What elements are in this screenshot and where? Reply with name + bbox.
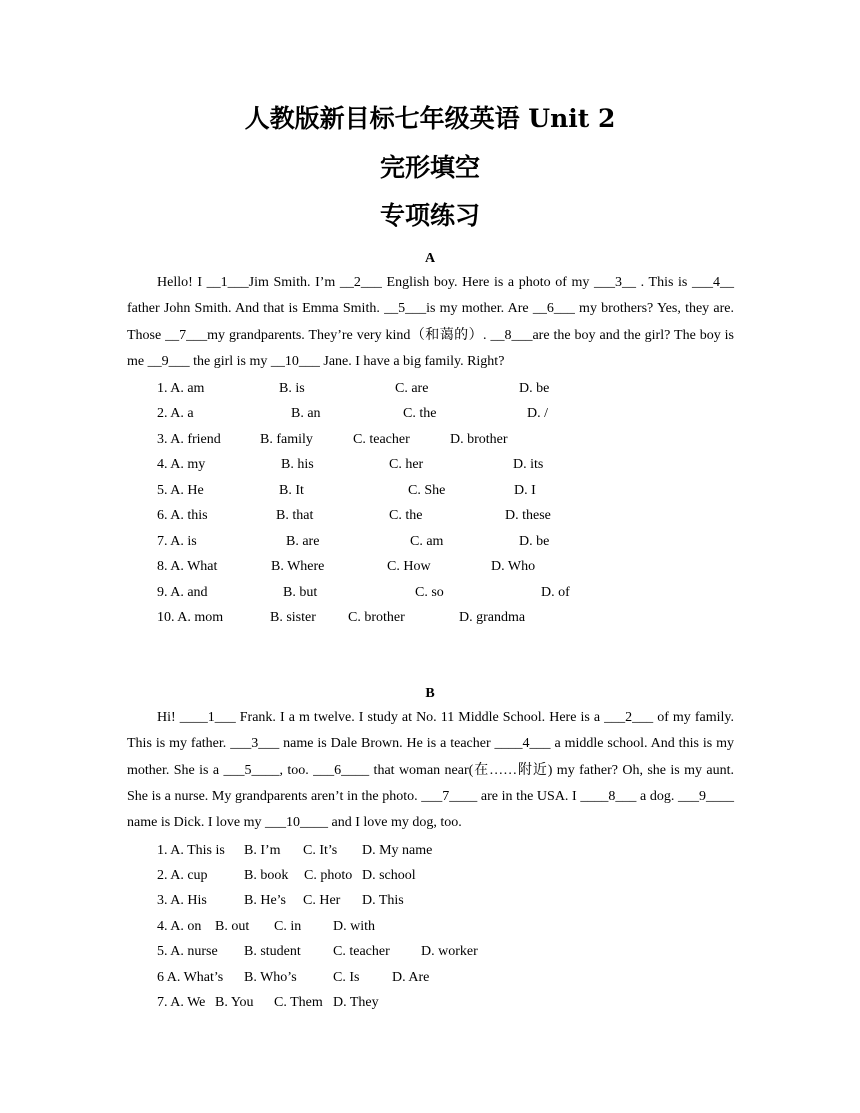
option-b: B. out [215,919,250,934]
option-a: 3. A. His [157,893,207,908]
option-a: 10. A. mom [157,610,224,625]
option-a: 4. A. my [157,457,206,472]
option-c: C. It’s [303,843,338,858]
option-c: C. She [408,483,446,498]
option-d: D. Who [491,559,536,574]
option-d: D. school [362,868,416,883]
option-d: D. I [514,483,536,498]
section-a-passage: Hello! I __1___Jim Smith. I’m __2___ English boy. Here is a photo of my ___3__ . This is ___4__ father John Smith. And that is Emma Smith. __5___is my mother. Are __6___ my brothers? Yes, they are. Those __7___my grandparents. They’re very kind（和蔼的）. __8___are the boy and the girl? The boy is me __9___ the girl is my __10___ Jane. I have a big family. Right? [127,275,734,369]
option-d: D. with [333,919,375,934]
option-b: B. are [286,534,320,549]
option-a: 9. A. and [157,585,208,600]
option-b: B. I’m [244,843,281,858]
option-c: C. Them [274,995,323,1010]
option-d: D. of [541,585,570,600]
option-b: B. but [283,585,318,600]
option-d: D. Are [392,970,430,985]
option-c: C. photo [304,868,353,883]
option-c: C. am [410,534,444,549]
option-d: D. be [519,534,550,549]
option-d: D. This [362,893,404,908]
option-b: B. is [279,381,305,396]
option-d: D. brother [450,432,508,447]
option-d: D. these [505,508,551,523]
page-subtitle: 完形填空 [379,153,480,182]
option-b: B. Where [271,559,325,574]
option-c: C. in [274,919,302,934]
option-d: D. My name [362,843,433,858]
option-b: B. You [215,995,254,1010]
option-d: D. / [527,406,548,421]
option-a: 6. A. this [157,508,208,523]
option-d: D. worker [421,944,478,959]
section-b-passage: Hi! ____1___ Frank. I a m twelve. I study at No. 11 Middle School. Here is a ___2___ of my family. This is my father. ___3___ name is Dale Brown. He is a teacher ____4___ a middle school. And this is my mother. She is a ___5____, too. ___6____ that woman near(在……附近) my father? Oh, she is my aunt. She is a nurse. My grandparents aren’t in the photo. ___7____ are in the USA. I ____8___ a dog. ___9____ name is Dick. I love my ___10____ and I love my dog, too. [127,710,734,831]
option-d: D. its [513,457,544,472]
option-a: 5. A. nurse [157,944,218,959]
option-b: B. book [244,868,289,883]
option-c: C. are [395,381,429,396]
option-a: 6 A. What’s [157,970,224,985]
option-b: B. It [279,483,304,498]
option-a: 7. A. is [157,534,197,549]
option-c: C. the [403,406,437,421]
option-a: 3. A. friend [157,432,221,447]
option-a: 1. A. This is [157,843,225,858]
option-c: C. the [389,508,423,523]
option-a: 1. A. am [157,381,205,396]
option-a: 2. A. a [157,406,194,421]
option-a: 2. A. cup [157,868,208,883]
option-b: B. He’s [244,893,286,908]
option-c: C. so [415,585,444,600]
section-b-label: B [425,686,435,701]
option-a: 4. A. on [157,919,202,934]
option-a: 5. A. He [157,483,204,498]
option-c: C. teacher [333,944,390,959]
option-c: C. teacher [353,432,410,447]
option-c: C. her [389,457,424,472]
page-subtitle-practice: 专项练习 [379,201,480,230]
page-title: 人教版新目标七年级英语 Unit 2 [244,104,616,133]
option-c: C. Is [333,970,360,985]
option-d: D. grandma [459,610,526,625]
section-a-label: A [424,251,436,266]
option-b: B. Who’s [244,970,297,985]
option-b: B. an [291,406,321,421]
option-d: D. be [519,381,550,396]
option-b: B. student [244,944,301,959]
option-c: C. Her [303,893,341,908]
option-c: C. brother [348,610,405,625]
option-c: C. How [387,559,431,574]
option-b: B. that [276,508,314,523]
option-b: B. sister [270,610,316,625]
option-a: 7. A. We [157,995,206,1010]
option-b: B. his [281,457,314,472]
option-a: 8. A. What [157,559,218,574]
option-b: B. family [260,432,313,447]
option-d: D. They [333,995,379,1010]
